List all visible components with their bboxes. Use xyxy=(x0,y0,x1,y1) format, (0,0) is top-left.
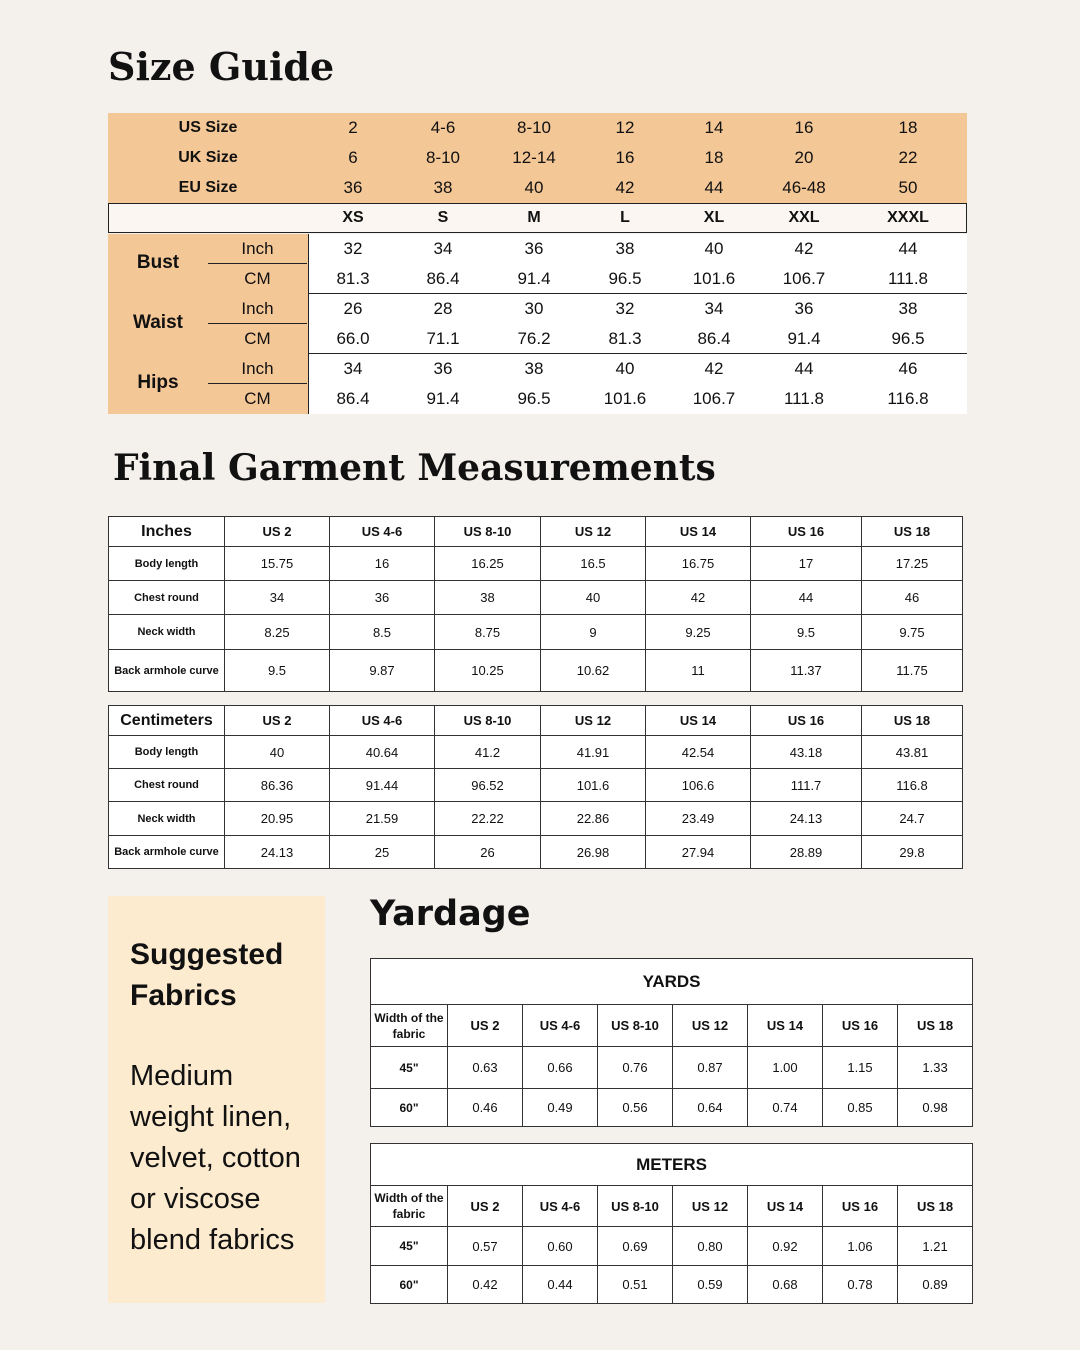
size-column-header: US 8-10 xyxy=(598,1005,673,1047)
table-cell: 9.5 xyxy=(225,650,330,692)
measurement-inch-value: 30 xyxy=(524,299,544,318)
size-column-header: US 16 xyxy=(751,517,862,547)
measurement-inch-value: 38 xyxy=(524,359,544,378)
measurement-inch-value: 40 xyxy=(615,359,635,378)
table-row xyxy=(109,581,963,615)
table-cell: 11.75 xyxy=(862,650,963,692)
size-column-header: US 8-10 xyxy=(435,706,541,736)
table-row xyxy=(371,1089,973,1127)
measurement-cm-value: 66.0 xyxy=(336,329,370,348)
measurement-inch-value: 26 xyxy=(343,299,363,318)
measurement-inch-value: 44 xyxy=(898,239,918,258)
table-cell: 34 xyxy=(225,581,330,615)
measurement-cm-value: 96.5 xyxy=(517,389,551,408)
table-cell: 0.89 xyxy=(898,1266,973,1304)
measurement-cm-value: 106.7 xyxy=(692,389,736,408)
width-of-fabric-header: Width of the fabric xyxy=(371,1186,448,1227)
table-cell: 1.33 xyxy=(898,1047,973,1089)
row-label: Body length xyxy=(109,547,225,581)
table-cell: 0.42 xyxy=(448,1266,523,1304)
size-column-header: US 14 xyxy=(748,1005,823,1047)
fabric-width-label: 60" xyxy=(371,1266,448,1304)
row-label: Neck width xyxy=(109,802,225,836)
table-cell: 43.81 xyxy=(862,736,963,769)
us-size-label: US Size xyxy=(178,119,238,136)
row-label: Back armhole curve xyxy=(109,650,225,692)
table-cell: 10.62 xyxy=(541,650,646,692)
row-label: Neck width xyxy=(109,615,225,650)
measurement-cm-value: 111.8 xyxy=(887,269,929,288)
table-cell: 10.25 xyxy=(435,650,541,692)
table-cell: 1.21 xyxy=(898,1227,973,1266)
size-column-header: US 18 xyxy=(898,1005,973,1047)
garment-centimeters-table xyxy=(108,705,963,869)
unit-cm-label: CM xyxy=(244,329,271,348)
size-column-header: US 18 xyxy=(862,706,963,736)
table-cell: 24.13 xyxy=(225,836,330,869)
uk-size-value: 16 xyxy=(615,148,635,167)
measurement-cm-value: 116.8 xyxy=(887,389,929,408)
table-cell: 36 xyxy=(330,581,435,615)
yards-caption: YARDS xyxy=(371,959,973,1005)
table-cell: 0.78 xyxy=(823,1266,898,1304)
measurement-inch-value: 34 xyxy=(343,359,363,378)
values-divider xyxy=(308,294,309,354)
size-column-header: US 14 xyxy=(646,706,751,736)
table-cell: 21.59 xyxy=(330,802,435,836)
table-cell: 42.54 xyxy=(646,736,751,769)
table-cell: 17.25 xyxy=(862,547,963,581)
size-column-header: US 12 xyxy=(541,706,646,736)
measurement-cm-value: 91.4 xyxy=(426,389,460,408)
table-cell: 0.85 xyxy=(823,1089,898,1127)
letter-size: M xyxy=(527,209,541,226)
table-cell: 0.98 xyxy=(898,1089,973,1127)
table-cell: 40 xyxy=(541,581,646,615)
table-row xyxy=(109,736,963,769)
table-cell: 0.57 xyxy=(448,1227,523,1266)
table-cell: 0.56 xyxy=(598,1089,673,1127)
table-cell: 0.66 xyxy=(523,1047,598,1089)
table-cell: 91.44 xyxy=(330,769,435,802)
table-cell: 27.94 xyxy=(646,836,751,869)
measurement-cm-value: 81.3 xyxy=(336,269,370,288)
table-row xyxy=(109,615,963,650)
measurement-values xyxy=(309,354,967,414)
measurement-cm-value: 86.4 xyxy=(336,389,370,408)
table-cell: 22.86 xyxy=(541,802,646,836)
size-column-header: US 16 xyxy=(823,1005,898,1047)
garment-inches-table xyxy=(108,516,963,692)
size-column-header: US 16 xyxy=(823,1186,898,1227)
table-cell: 8.75 xyxy=(435,615,541,650)
table-cell: 0.59 xyxy=(673,1266,748,1304)
letter-size: XL xyxy=(703,209,725,226)
table-cell: 0.44 xyxy=(523,1266,598,1304)
table-cell: 16.75 xyxy=(646,547,751,581)
size-column-header: US 4-6 xyxy=(523,1005,598,1047)
table-row xyxy=(371,1047,973,1089)
values-divider xyxy=(308,354,309,414)
table-row xyxy=(109,547,963,581)
table-cell: 15.75 xyxy=(225,547,330,581)
us-size-value: 8-10 xyxy=(516,118,552,137)
size-column-header: US 8-10 xyxy=(435,517,541,547)
table-row xyxy=(109,769,963,802)
table-cell: 0.92 xyxy=(748,1227,823,1266)
suggested-fabrics-panel xyxy=(108,896,325,1303)
table-cell: 9.5 xyxy=(751,615,862,650)
size-column-header: US 18 xyxy=(862,517,963,547)
uk-size-value: 12-14 xyxy=(512,148,556,167)
eu-size-value: 40 xyxy=(524,178,544,197)
table-row xyxy=(371,1266,973,1304)
measurement-inch-value: 36 xyxy=(794,299,814,318)
unit-divider xyxy=(208,323,307,324)
suggested-fabrics-heading xyxy=(130,934,283,1016)
letter-size: XXXL xyxy=(887,209,929,226)
table-cell: 41.2 xyxy=(435,736,541,769)
us-size-value: 14 xyxy=(704,118,724,137)
us-size-value: 16 xyxy=(794,118,814,137)
table-cell: 38 xyxy=(435,581,541,615)
us-size-value: 2 xyxy=(348,118,358,137)
size-column-header: US 12 xyxy=(673,1005,748,1047)
table-cell: 0.49 xyxy=(523,1089,598,1127)
table-cell: 0.87 xyxy=(673,1047,748,1089)
us-size-value: 18 xyxy=(898,118,918,137)
table-cell: 1.00 xyxy=(748,1047,823,1089)
eu-size-value: 38 xyxy=(433,178,453,197)
table-row xyxy=(371,1227,973,1266)
unit-divider xyxy=(208,383,307,384)
size-column-header: US 2 xyxy=(225,706,330,736)
size-column-header: US 12 xyxy=(673,1186,748,1227)
table-cell: 25 xyxy=(330,836,435,869)
unit-inch-label: Inch xyxy=(241,239,274,258)
measurement-inch-value: 28 xyxy=(433,299,453,318)
measurement-cm-value: 86.4 xyxy=(426,269,460,288)
table-cell: 29.8 xyxy=(862,836,963,869)
table-cell: 46 xyxy=(862,581,963,615)
table-cell: 116.8 xyxy=(862,769,963,802)
fabric-width-label: 45" xyxy=(371,1047,448,1089)
table-cell: 86.36 xyxy=(225,769,330,802)
table-cell: 0.80 xyxy=(673,1227,748,1266)
uk-size-value: 18 xyxy=(704,148,724,167)
measurement-inch-value: 32 xyxy=(343,239,363,258)
table-cell: 26.98 xyxy=(541,836,646,869)
measurement-inch-value: 40 xyxy=(704,239,724,258)
size-column-header: US 12 xyxy=(541,517,646,547)
size-column-header: US 14 xyxy=(646,517,751,547)
width-of-fabric-header: Width of the fabric xyxy=(371,1005,448,1047)
table-cell: 43.18 xyxy=(751,736,862,769)
table-cell: 0.68 xyxy=(748,1266,823,1304)
table-cell: 9.25 xyxy=(646,615,751,650)
measurement-inch-value: 38 xyxy=(898,299,918,318)
table-cell: 16 xyxy=(330,547,435,581)
table-cell: 9.87 xyxy=(330,650,435,692)
table-cell: 0.74 xyxy=(748,1089,823,1127)
table-cell: 28.89 xyxy=(751,836,862,869)
table-cell: 26 xyxy=(435,836,541,869)
measurement-cm-value: 96.5 xyxy=(891,329,925,348)
table-cell: 101.6 xyxy=(541,769,646,802)
measurement-group-hips xyxy=(108,354,967,414)
table-corner-label: Inches xyxy=(109,517,225,547)
size-column-header: US 4-6 xyxy=(330,706,435,736)
eu-size-label: EU Size xyxy=(178,179,238,196)
eu-size-value: 50 xyxy=(898,178,918,197)
meters-table xyxy=(370,1143,973,1304)
table-cell: 11 xyxy=(646,650,751,692)
measurement-cm-value: 76.2 xyxy=(517,329,551,348)
size-guide-title: Size Guide xyxy=(108,44,335,89)
measurement-inch-value: 46 xyxy=(898,359,918,378)
letter-size: XXL xyxy=(788,209,820,226)
unit-inch-label: Inch xyxy=(241,299,274,318)
uk-size-label: UK Size xyxy=(178,149,238,166)
measurement-group-waist xyxy=(108,294,967,354)
measurement-cm-value: 96.5 xyxy=(608,269,642,288)
table-cell: 24.13 xyxy=(751,802,862,836)
table-cell: 0.63 xyxy=(448,1047,523,1089)
measurement-cm-value: 91.4 xyxy=(517,269,551,288)
size-column-header: US 16 xyxy=(751,706,862,736)
uk-size-row xyxy=(108,143,967,173)
measurement-cm-value: 86.4 xyxy=(697,329,731,348)
table-cell: 9 xyxy=(541,615,646,650)
suggested-fabrics-text: Medium weight linen, velvet, cotton or viscose blend fabrics xyxy=(130,1060,301,1256)
letter-size: S xyxy=(437,209,449,226)
meters-caption: METERS xyxy=(371,1144,973,1186)
uk-size-value: 6 xyxy=(348,148,358,167)
table-cell: 0.69 xyxy=(598,1227,673,1266)
table-cell: 40 xyxy=(225,736,330,769)
table-cell: 22.22 xyxy=(435,802,541,836)
size-column-header: US 14 xyxy=(748,1186,823,1227)
measurement-inch-value: 36 xyxy=(433,359,453,378)
table-cell: 8.25 xyxy=(225,615,330,650)
table-cell: 41.91 xyxy=(541,736,646,769)
measurement-name: Waist xyxy=(133,312,183,333)
us-size-row xyxy=(108,113,967,143)
unit-inch-label: Inch xyxy=(241,359,274,378)
eu-size-row xyxy=(108,173,967,203)
table-cell: 23.49 xyxy=(646,802,751,836)
uk-size-value: 20 xyxy=(794,148,814,167)
table-row xyxy=(109,836,963,869)
unit-divider xyxy=(208,263,307,264)
measurement-inch-value: 42 xyxy=(794,239,814,258)
measurement-cm-value: 106.7 xyxy=(782,269,826,288)
fabric-width-label: 60" xyxy=(371,1089,448,1127)
row-label: Body length xyxy=(109,736,225,769)
row-label: Back armhole curve xyxy=(109,836,225,869)
table-cell: 17 xyxy=(751,547,862,581)
size-column-header: US 2 xyxy=(225,517,330,547)
values-divider xyxy=(308,234,309,294)
measurement-name: Bust xyxy=(136,252,180,273)
table-cell: 40.64 xyxy=(330,736,435,769)
measurement-inch-value: 36 xyxy=(524,239,544,258)
table-cell: 16.25 xyxy=(435,547,541,581)
table-cell: 0.51 xyxy=(598,1266,673,1304)
measurement-cm-value: 111.8 xyxy=(783,389,825,408)
eu-size-value: 42 xyxy=(615,178,635,197)
size-guide-table xyxy=(108,113,967,414)
yardage-title: Yardage xyxy=(370,894,531,934)
measurement-cm-value: 101.6 xyxy=(603,389,647,408)
table-cell: 0.64 xyxy=(673,1089,748,1127)
measurement-inch-value: 34 xyxy=(433,239,453,258)
letter-size: XS xyxy=(342,209,364,226)
eu-size-value: 44 xyxy=(704,178,724,197)
uk-size-value: 22 xyxy=(898,148,918,167)
table-cell: 0.60 xyxy=(523,1227,598,1266)
measurement-values xyxy=(309,294,967,354)
table-cell: 42 xyxy=(646,581,751,615)
table-cell: 16.5 xyxy=(541,547,646,581)
table-cell: 111.7 xyxy=(751,769,862,802)
measurement-cm-value: 91.4 xyxy=(787,329,821,348)
yards-table xyxy=(370,958,973,1127)
measurement-cm-value: 71.1 xyxy=(426,329,460,348)
row-label: Chest round xyxy=(109,769,225,802)
size-column-header: US 2 xyxy=(448,1186,523,1227)
measurement-inch-value: 32 xyxy=(615,299,635,318)
table-cell: 0.46 xyxy=(448,1089,523,1127)
us-size-value: 12 xyxy=(615,118,635,137)
unit-cm-label: CM xyxy=(244,389,271,408)
measurement-inch-value: 44 xyxy=(794,359,814,378)
table-cell: 96.52 xyxy=(435,769,541,802)
table-corner-label: Centimeters xyxy=(109,706,225,736)
table-row xyxy=(109,650,963,692)
table-cell: 0.76 xyxy=(598,1047,673,1089)
measurement-inch-value: 38 xyxy=(615,239,635,258)
size-column-header: US 8-10 xyxy=(598,1186,673,1227)
heading-line-1: Suggested xyxy=(130,938,284,971)
table-cell: 106.6 xyxy=(646,769,751,802)
size-column-header: US 2 xyxy=(448,1005,523,1047)
fabric-width-label: 45" xyxy=(371,1227,448,1266)
table-cell: 44 xyxy=(751,581,862,615)
letter-size-row xyxy=(108,203,967,233)
size-column-header: US 18 xyxy=(898,1186,973,1227)
table-cell: 24.7 xyxy=(862,802,963,836)
garment-measurements-title: Final Garment Measurements xyxy=(113,447,716,489)
measurement-group-bust xyxy=(108,234,967,294)
measurement-cm-value: 81.3 xyxy=(608,329,642,348)
eu-size-value: 46-48 xyxy=(782,178,826,197)
table-cell: 20.95 xyxy=(225,802,330,836)
unit-cm-label: CM xyxy=(244,269,271,288)
table-cell: 1.15 xyxy=(823,1047,898,1089)
letter-size: L xyxy=(620,209,630,226)
row-label: Chest round xyxy=(109,581,225,615)
size-column-header: US 4-6 xyxy=(523,1186,598,1227)
measurement-inch-value: 34 xyxy=(704,299,724,318)
measurement-name: Hips xyxy=(137,372,179,393)
table-row xyxy=(109,802,963,836)
table-cell: 11.37 xyxy=(751,650,862,692)
eu-size-value: 36 xyxy=(343,178,363,197)
heading-line-2: Fabrics xyxy=(130,979,237,1012)
uk-size-value: 8-10 xyxy=(425,148,461,167)
table-cell: 8.5 xyxy=(330,615,435,650)
measurement-inch-value: 42 xyxy=(704,359,724,378)
us-size-value: 4-6 xyxy=(430,118,456,137)
table-cell: 9.75 xyxy=(862,615,963,650)
table-cell: 1.06 xyxy=(823,1227,898,1266)
measurement-cm-value: 101.6 xyxy=(692,269,736,288)
size-column-header: US 4-6 xyxy=(330,517,435,547)
measurement-values xyxy=(309,234,967,294)
